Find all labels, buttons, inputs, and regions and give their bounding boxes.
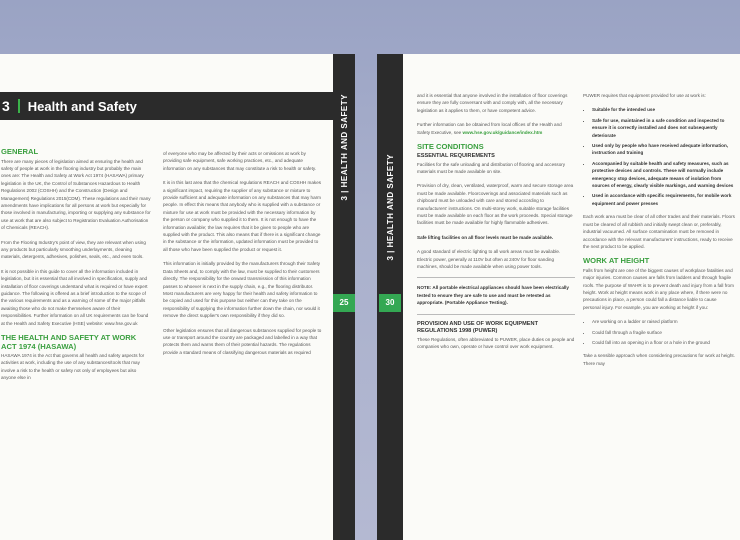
- bold-paragraph: Safe lifting facilities on all floor levels must be made available.: [417, 234, 554, 240]
- page-number: 30: [379, 294, 401, 312]
- chapter-number: 3: [2, 98, 10, 114]
- paragraph: It is in this last area that the chemical regulations REACH and COSHH makes a significant impact, requiring the supplier of any substance or mixture to provide sufficient and adequate information on any substances that may harm people. In effect this means that anybody who is supplied with a substance or mixture for use at work must be provided with the necessary information by the person or company who supplied it to them. It is not enough to have the information available; the law requires that it be given to people who are supplied with the product. This also means that if there is a significant change in the substance or the information, updated information must be provided to all those who have been supplied the product or request it.: [163, 180, 322, 252]
- left-page: [0, 54, 355, 540]
- note-paragraph: NOTE: All portable electrical appliances should have been electrically tested to ensure they are safe to use and must be retested as appropriate. (Portable Appliance Testing).: [417, 285, 569, 306]
- page-number: 25: [333, 294, 355, 312]
- paragraph: Other legislation ensures that all dangerous substances supplied for people to use or transport around the country are packaged and labelled in a way that protects them and warns them of their potential hazards. The regulations provide a standard means of classifying dangerous materials as required: [163, 327, 322, 355]
- list-item: • Accompanied by suitable health and safety measures, such as protective devices and controls. These will normally include emergency stop devices, adequate means of isolation from sources of energy, clearly visible markings, and warning devices: [592, 160, 735, 190]
- right-page: [377, 54, 740, 540]
- paragraph: PUWER requires that equipment provided for use at work is:: [583, 93, 706, 98]
- divider: [417, 314, 575, 315]
- list-item: • Suitable for the intended use: [592, 106, 735, 113]
- list-item: • Used only by people who have received adequate information, instruction and training: [592, 142, 735, 157]
- paragraph: of everyone who may be affected by their acts or omissions at work by providing safe equipment, safe working practices, etc., and adequate information on any substances that may constitute a risk to health or safety.: [163, 151, 317, 171]
- heading-puwer: PROVISION AND USE OF WORK EQUIPMENT REGULATIONS 1998 (PUWER): [417, 320, 538, 334]
- divider: [417, 277, 575, 278]
- left-column-1: [1, 148, 151, 389]
- list-item: • Are working on a ladder or raised platform: [592, 318, 735, 325]
- header-divider: [18, 99, 20, 113]
- paragraph: Facilities for the safe unloading and distribution of flooring and accessory materials must be made available on site.: [417, 161, 566, 174]
- chapter-header: [0, 92, 333, 120]
- paragraph: There are many pieces of legislation aimed at ensuring the health and safety of people at work in the flooring industry but probably the main ones are: The Health and Safety at Work Act 1974 (HASAWA) primary legislation in the UK, the Control of Substances Hazardous to Health Regulations 2002 (COSHH) and the Construction (Design and Management) Regulations 2015(CDM). These regulations and their many amendments have implications for all persons at work but especially for those involved in manufacturing, importing or supplying any substance for use at work that are also subject to Registration Evaluation Authorisation of Chemicals (REACH).: [1, 158, 151, 231]
- right-page-gutter: [377, 54, 403, 540]
- heading-essential-requirements: ESSENTIAL REQUIREMENTS: [417, 152, 495, 159]
- list-item: • Could fall into an opening in a floor or a hole in the ground: [592, 339, 735, 346]
- paragraph-text: Further information can be obtained from local offices of the Health and Safety Executive, see: [417, 122, 562, 135]
- chapter-title: Health and Safety: [27, 98, 137, 114]
- paragraph: From the Flooring Industry's point of view, they are relevant when using any products but particularly smoothing underlayments, cleaning materials, detergents, adhesives, polishes, seals, etc., and even tools.: [1, 239, 146, 260]
- paragraph: A good standard of electric lighting to all work areas must be available. Electric power, generally at 110V but often at 240V for floor sanding machines, should be made available when using power tools.: [417, 249, 561, 269]
- gutter-label: 3 | HEALTH AND SAFETY: [386, 154, 395, 261]
- right-column-2: [583, 92, 735, 374]
- list-item: • Used in accordance with specific requirements, for mobile work equipment and power presses: [592, 192, 735, 207]
- list-item: • Could fall through a fragile surface: [592, 329, 735, 336]
- paragraph: It is not possible in this guide to cover all the information included in legislation, but it is essential that all involved in specification, supply and installation of floor coverings understand what is required or have expert guidance. The following is offered as a brief introduction to the scope of the various requirements and as a warning of some of the major pitfalls awaiting those who do not make themselves aware of their responsibilities. Further information on all UK requirements can be found at the Health and Safety Executive (HSE) website: www.hse.gov.uk: [1, 268, 149, 326]
- puwer-bullet-list: [583, 106, 735, 207]
- paragraph: Provision of dry, clean, ventilated, waterproof, warm and secure storage area must be made available. Floorcoverings and associated materials such as chipboard must be unloaded with care and stored according to manufacturers' instructions. On multi-storey work, suitable storage facilities must be made available on each floor as the work proceeds. Special storage facilities must be made available for highly flammable adhesives.: [417, 183, 574, 226]
- right-column-1: [417, 92, 575, 357]
- paragraph: Take a sensible approach when considering precautions for work at height. There may: [583, 353, 735, 366]
- left-column-2: [163, 150, 323, 363]
- heading-hasawa: THE HEALTH AND SAFETY AT WORK ACT 1974 (HASAWA): [1, 333, 137, 351]
- gutter-label: 3 | HEALTH AND SAFETY: [340, 94, 349, 201]
- paragraph: [417, 121, 575, 136]
- heading-site-conditions: SITE CONDITIONS: [417, 142, 484, 152]
- paragraph: These Regulations, often abbreviated to PUWER, place duties on people and companies who own, operate or have control over work equipment.: [417, 336, 575, 350]
- left-page-gutter: [333, 54, 355, 540]
- paragraph: This information is initially provided by the manufacturers through their Safety Data Sheets and, to comply with the law, must be supplied to their customers directly. The responsibility for the onward transmission of this information passes to whoever is next in the supply chain, e.g., the flooring distributor. Most manufacturers are very happy for their health and safety information to be copied and used for this purpose but neither can they take on the responsibility of supplying the information further down the chain, nor would it remove the direct supplier's own responsibility if they did so.: [163, 261, 321, 319]
- paragraph: and it is essential that anyone involved in the installation of floor coverings ensure they are fully conversant with and comply with, all the necessary legislation as it applies to them, or have competent advice.: [417, 93, 568, 113]
- heading-work-at-height: WORK AT HEIGHT: [583, 256, 650, 266]
- paragraph: HASAWA 1974 is the Act that governs all health and safety aspects for activities at work, including the use of any substances/tools that may involve a risk to the health or safety not only of employees but also anyone else in: [1, 353, 145, 381]
- list-item: • Safe for use, maintained in a safe condition and inspected to ensure it is correctly installed and does not subsequently deteriorate: [592, 117, 735, 139]
- paragraph: Each work area must be clear of all other trades and their materials. Floors must be cleared of all rubbish and initially swept clean or, preferably, industrial vacuumed. All surface contamination must be removed in accordance with the relevant manufacturers' instructions, ready to receive the next product to be applied.: [583, 214, 735, 249]
- hse-guidance-link[interactable]: www.hse.gov.uk/guidance/index.htm: [462, 129, 543, 135]
- height-bullet-list: [583, 318, 735, 346]
- heading-general: GENERAL: [1, 147, 39, 156]
- paragraph: Falls from height are one of the biggest causes of workplace fatalities and major injuries. Common causes are falls from ladders and through fragile roofs. The purpose of WAHR is to prevent death and injury from a fall from height. Work at height means work in any place where, if there were no precautions in place, a person could fall a distance liable to cause personal injury. For example, you are working at height if you:: [583, 267, 734, 310]
